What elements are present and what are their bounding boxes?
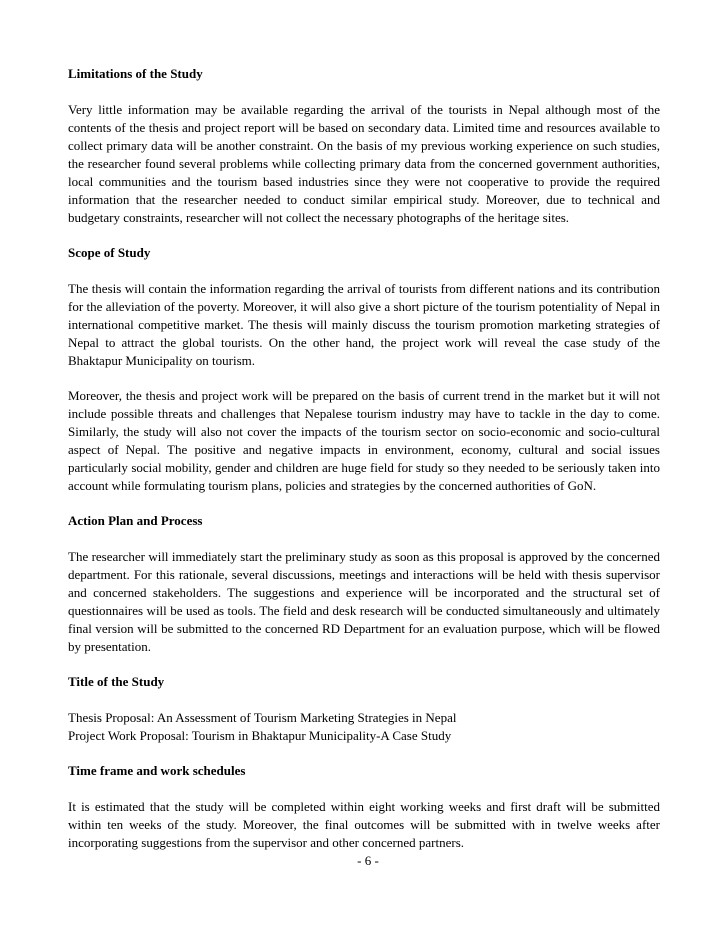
page-footer xyxy=(0,853,728,869)
scope-paragraph-2: Moreover, the thesis and project work will be prepared on the basis of current trend in the market but it will not include possible threats and challenges that Nepalese tourism industry may have to tackle in the day to come. Similarly, the study will also not cover the impacts of the tourism sector on socio-economic and socio-cultural aspect of Nepal. The positive and negative impacts in environment, economy, cultural and social issues particularly social mobility, gender and children are huge field for study so they needed to be seriously taken into account while formulating tourism plans, policies and strategies by the concerned authorities of GoN. xyxy=(68,388,660,493)
scope-heading: Scope of Study xyxy=(68,245,151,260)
action-plan-paragraph: The researcher will immediately start the preliminary study as soon as this proposal is approved by the concerned department. For this rationale, several discussions, meetings and interactions will be held with thesis supervisor and concerned stakeholders. The suggestions and experience will be incorporated and the structural set of questionnaires will be used as tools. The field and desk research will be conducted simultaneously and ultimately final version will be submitted to the concerned RD Department for an evaluation purpose, which will be flowed by presentation. xyxy=(68,549,660,654)
timeframe-paragraph: It is estimated that the study will be completed within eight working weeks and first draft will be submitted within ten weeks of the study. Moreover, the final outcomes will be submitted with in twelve weeks after incorporating suggestions from the supervisor and other concerned partners. xyxy=(68,799,660,850)
limitations-paragraph: Very little information may be available regarding the arrival of the tourists in Nepal although most of the contents of the thesis and project report will be based on secondary data. Limited time and resources available to collect primary data will be another constraint. On the basis of my previous working experience on such studies, the researcher found several problems while collecting primary data from the concerned government authorities, local communities and the tourism based industries since they were not cooperative to provide the required information that the researcher needed to conduct similar empirical study. Moreover, due to technical and budgetary constraints, researcher will not collect the necessary photographs of the heritage sites. xyxy=(68,102,660,225)
action-plan-heading: Action Plan and Process xyxy=(68,513,203,528)
title-heading: Title of the Study xyxy=(68,674,165,689)
document-page xyxy=(68,65,660,869)
timeframe-heading: Time frame and work schedules xyxy=(68,763,246,778)
page-number: - 6 - xyxy=(357,853,379,868)
scope-paragraph-1: The thesis will contain the information regarding the arrival of tourists from different nations and its contribution for the alleviation of the poverty. Moreover, it will also give a short picture of the tourism potentiality of Nepal in international competitive market. The thesis will mainly discuss the tourism promotion marketing strategies of Nepal to attract the global tourists. On the other hand, the project work will reveal the case study of the Bhaktapur Municipality on tourism. xyxy=(68,281,660,368)
limitations-heading: Limitations of the Study xyxy=(68,66,203,81)
thesis-title-line: Thesis Proposal: An Assessment of Tourism Marketing Strategies in Nepal xyxy=(68,710,457,725)
title-block xyxy=(68,709,660,745)
project-title-line: Project Work Proposal: Tourism in Bhaktapur Municipality-A Case Study xyxy=(68,728,452,743)
